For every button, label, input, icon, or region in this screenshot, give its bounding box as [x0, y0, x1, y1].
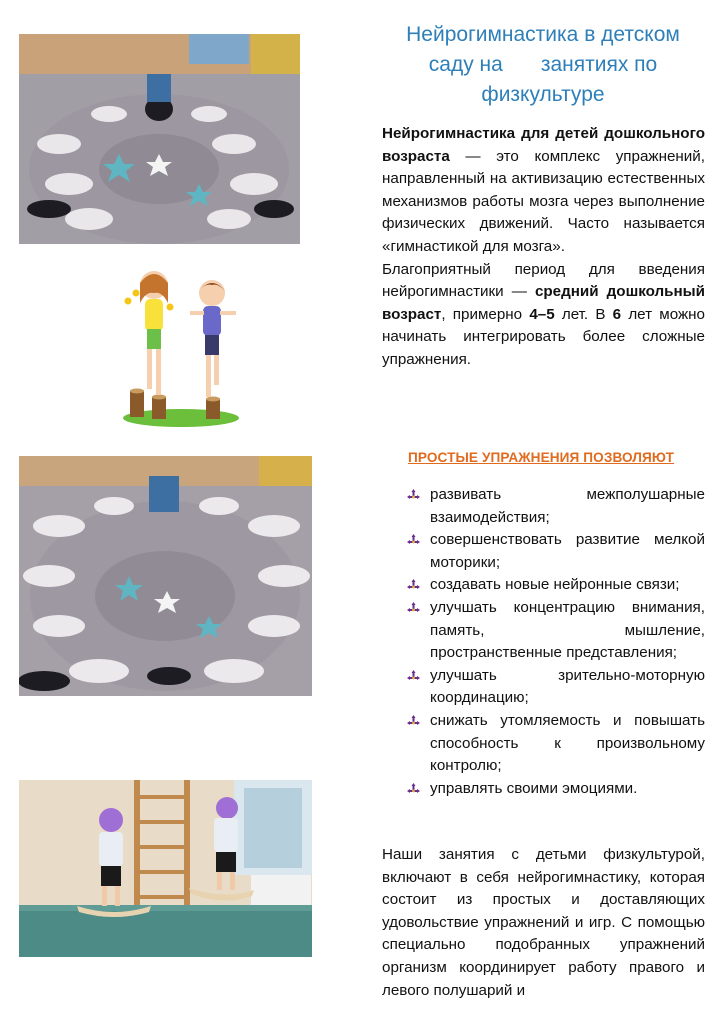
intro-definition — [382, 123, 705, 259]
arrow-bullet-icon — [407, 715, 420, 728]
title-line-2 — [382, 50, 704, 80]
list-item — [405, 665, 705, 710]
list-item-text: снижать утомляемость и повышать способность к произвольному контролю; — [430, 711, 705, 775]
photo-children-circle-stretch-1 — [19, 34, 300, 244]
intro-text-3: , примерно — [441, 305, 530, 323]
intro-age-period — [382, 259, 705, 372]
intro-text-2: Благоприятный период для введения нейрогимнастики — — [382, 260, 705, 301]
list-item — [405, 574, 705, 597]
intro-bold-years: 4–5 — [529, 305, 555, 323]
list-item — [405, 778, 705, 801]
list-item — [405, 710, 705, 778]
list-item-text: улучшать зрительно-моторную координацию; — [430, 666, 705, 707]
arrow-bullet-icon — [407, 579, 420, 592]
list-item — [405, 529, 705, 574]
intro-bold-six: 6 — [612, 305, 622, 323]
intro-bold-term: Нейрогимнастика для детей дошкольного возраста — [382, 125, 705, 165]
intro-text-5: лет можно начинать интегрировать более сложные упражнения. — [382, 305, 705, 368]
benefits-list — [405, 484, 705, 800]
page-title — [382, 20, 704, 110]
list-item — [405, 484, 705, 529]
list-item-text: управлять своими эмоциями. — [430, 779, 638, 797]
arrow-bullet-icon — [407, 534, 420, 547]
intro-bold-age: средний дошкольный возраст — [382, 283, 705, 323]
list-item-text: развивать межполушарные взаимодействия; — [430, 486, 705, 526]
title-line-2b: занятиях по — [540, 53, 658, 76]
title-line-2a: саду на — [428, 53, 503, 76]
list-item-text: улучшать концентрацию внимания, память, мышление, пространственные представления; — [430, 598, 705, 662]
intro-text-4: лет. В — [554, 305, 613, 323]
section-subheading: ПРОСТЫЕ УПРАЖНЕНИЯ ПОЗВОЛЯЮТ — [408, 450, 675, 465]
list-item-text: совершенствовать развитие мелкой моторики; — [430, 531, 705, 571]
photo-children-circle-stretch-2 — [19, 456, 312, 696]
list-item — [405, 597, 705, 665]
title-line-3: физкультуре — [481, 83, 605, 106]
intro-text-1: — это комплекс упражнений, направленный на активизацию естественных механизмов работы мозга через выполнение физических движений. Часто называется «гимнастикой для мозга». — [382, 147, 705, 255]
photo-children-balance-boards — [19, 780, 312, 957]
list-item-text: создавать новые нейронные связи; — [430, 576, 680, 594]
arrow-bullet-icon — [407, 602, 420, 615]
arrow-bullet-icon — [407, 489, 420, 502]
illustration-children-juggling — [120, 263, 242, 428]
closing-paragraph: Наши занятия с детьми физкультурой, включают в себя нейрогимнастику, которая состоит из простых и доставляющих удовольствие упражнений и игр. С помощью специально подобранных упражнений организм координирует работу правого и левого полушарий и — [382, 846, 705, 999]
title-line-1: Нейрогимнастика в детском — [406, 23, 680, 46]
intro-paragraph — [382, 123, 705, 372]
arrow-bullet-icon — [407, 670, 420, 683]
arrow-bullet-icon — [407, 783, 420, 796]
